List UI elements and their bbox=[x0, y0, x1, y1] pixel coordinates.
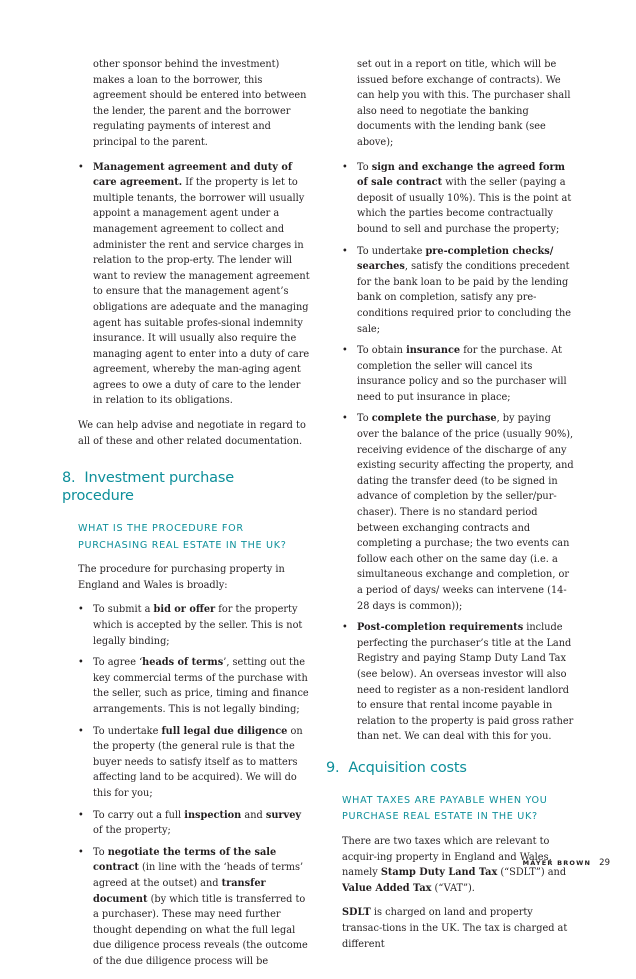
item-text: To obtain bbox=[357, 345, 407, 357]
item-text: with the seller (paying a deposit of usually 10%). This is the point at which the parties become contractually bound to sell and purchase the property; bbox=[357, 177, 572, 235]
item-text: To submit a bbox=[93, 604, 154, 616]
bullet-icon: • bbox=[342, 161, 348, 173]
bullet-icon: • bbox=[342, 345, 348, 357]
list-item bbox=[342, 343, 574, 405]
list-item bbox=[342, 160, 574, 238]
continued-bullet-text: other sponsor behind the investment) makes a loan to the borrower, this agreement should be entered into between the lender, the parent and the borrower regulating payments of interest and principal to the parent. bbox=[93, 59, 307, 148]
list-item bbox=[78, 602, 310, 649]
list-item bbox=[78, 655, 310, 717]
item-text: and bbox=[241, 809, 266, 821]
item-text: (in line with the ‘heads of terms’ agreed at the outset) and bbox=[93, 862, 304, 889]
bold-term: SDLT bbox=[342, 907, 371, 919]
item-text: include perfecting the purchaser’s title at the Land Registry and paying Stamp Duty Land Tax (see below). An overseas investor will also need to register as a non-resident landlord to ensure that rental income payable in relation to the property is paid gross rather than net. We can deal with this for you. bbox=[357, 622, 574, 743]
list-item bbox=[78, 845, 310, 970]
item-text: If the property is let to multiple tenants, the borrower will usually appoint a management agent under a management agreement to collect and administer the rent and service charges in relation to the prop-erty. The lender will want to review the management agreement to ensure that the management agent’s obligations are adequate and the managing agent has suitable profes-sional indemnity insurance. It will usually also require the managing agent to enter into a duty of care agreement, whereby the man-aging agent agrees to owe a duty of care to the lender in relation to its obligations. bbox=[93, 177, 310, 407]
sub-heading: WHAT IS THE PROCEDURE FOR PURCHASING REAL ESTATE IN THE UK? bbox=[78, 523, 287, 551]
bold-term: pre-completion checks/ searches bbox=[357, 245, 554, 273]
bullet-icon: • bbox=[78, 725, 84, 737]
bold-term: heads of terms bbox=[142, 657, 224, 669]
page-number: 29 bbox=[599, 858, 610, 868]
list-item bbox=[342, 411, 574, 614]
paragraph: We can help advise and negotiate in regard to all of these and other related documentation. bbox=[78, 420, 306, 447]
item-text: on the property (the general rule is that the buyer needs to satisfy itself as to matters affecting land to be acquired). We will do this for you; bbox=[93, 725, 303, 799]
list-item bbox=[78, 160, 310, 410]
bold-term: inspection bbox=[184, 809, 242, 821]
item-text: , satisfy the conditions precedent for the bank loan to be paid by the lending bank on completion, satisfy any pre-conditions required prior to concluding the sale; bbox=[357, 261, 572, 335]
bullet-icon: • bbox=[78, 846, 84, 858]
paragraph-text: There are two taxes which are relevant to acquir-ing property in England and Wales, namely bbox=[342, 835, 552, 879]
section-heading-8 bbox=[62, 469, 310, 505]
right-column bbox=[326, 57, 574, 961]
section-number: 9. bbox=[326, 759, 340, 776]
procedure-bullet-list-cont bbox=[342, 160, 574, 745]
paragraph-text: (“VAT”). bbox=[431, 882, 475, 894]
bold-term: complete the purchase bbox=[371, 413, 497, 425]
section-title: Acquisition costs bbox=[348, 759, 467, 776]
item-text: To carry out a full bbox=[93, 809, 185, 821]
brand-name: MAYER BROWN bbox=[522, 859, 592, 867]
bullet-icon: • bbox=[78, 604, 84, 616]
list-item bbox=[342, 244, 574, 338]
bold-term: Stamp Duty Land Tax bbox=[380, 867, 498, 879]
bold-term: transfer document bbox=[93, 877, 266, 905]
item-text: To undertake bbox=[93, 725, 162, 737]
item-text: To bbox=[93, 846, 108, 858]
list-item bbox=[78, 808, 310, 839]
paragraph: The procedure for purchasing property in England and Wales is broadly: bbox=[78, 564, 285, 591]
bullet-icon: • bbox=[342, 622, 348, 634]
section-heading-9 bbox=[326, 759, 574, 777]
bullet-icon: • bbox=[78, 809, 84, 821]
bullet-icon: • bbox=[78, 657, 84, 669]
item-text: To bbox=[357, 161, 372, 173]
bold-term: insurance bbox=[406, 345, 461, 357]
item-text: ’, setting out the key commercial terms of the purchase with the seller, such as price, timing and finance arrangements. This is not legally binding; bbox=[93, 657, 309, 715]
bold-term: Value Added Tax bbox=[342, 882, 432, 894]
bold-term: Management agreement and duty of care agreement. bbox=[93, 161, 293, 189]
item-text: , by paying over the balance of the price (usually 90%), receiving evidence of the discharge of any existing security affecting the property, and dating the transfer deed (to be signed in advance of completion by the seller/pur-chaser). There is no standard period between exchanging contracts and completing a purchase; the two events can follow each other on the same day (i.e. a simultaneous exchange and completion, or a period of days/ weeks can intervene (14-28 days is common)); bbox=[357, 413, 574, 612]
bullet-icon: • bbox=[342, 413, 348, 425]
bold-term: bid or offer bbox=[153, 604, 216, 616]
item-text: (by which title is transferred to a purchaser). These may need further thought depending on what the full legal due diligence process reveals (the outcome of the due diligence process will be bbox=[93, 893, 308, 967]
item-text: To agree ‘ bbox=[93, 657, 143, 669]
procedure-bullet-list bbox=[78, 602, 310, 969]
page-footer bbox=[523, 858, 610, 868]
list-item bbox=[342, 620, 574, 745]
sub-heading: WHAT TAXES ARE PAYABLE WHEN YOU PURCHASE REAL ESTATE IN THE UK? bbox=[342, 794, 548, 823]
bold-term: full legal due diligence bbox=[161, 725, 288, 737]
bold-term: sign and exchange the agreed form of sale contract bbox=[357, 161, 565, 189]
continued-bullet-text: set out in a report on title, which will be issued before exchange of contracts). We can help you with this. The purchaser shall also need to negotiate the banking documents with the lending bank (see above); bbox=[357, 59, 571, 148]
mgmt-bullet-list bbox=[78, 160, 310, 410]
bullet-icon: • bbox=[78, 161, 84, 173]
left-column bbox=[62, 57, 310, 979]
section-title: Investment purchase procedure bbox=[62, 470, 234, 505]
paragraph-text: is charged on land and property transac-tions in the UK. The tax is charged at different bbox=[342, 907, 568, 950]
item-text: of the property; bbox=[93, 825, 171, 837]
item-text: To bbox=[357, 413, 372, 425]
item-text: for the property which is accepted by the seller. This is not legally binding; bbox=[93, 604, 303, 647]
bold-term: negotiate the terms of the sale contract bbox=[93, 846, 277, 874]
paragraph bbox=[342, 905, 574, 952]
bullet-icon: • bbox=[342, 245, 348, 257]
bold-term: survey bbox=[265, 809, 302, 821]
bold-term: Post-completion requirements bbox=[357, 622, 524, 634]
item-text: To undertake bbox=[357, 245, 426, 257]
item-text: for the purchase. At completion the seller will cancel its insurance policy and so the purchaser will need to put insurance in place; bbox=[357, 345, 567, 403]
paragraph-text: (“SDLT”) and bbox=[497, 867, 567, 879]
section-number: 8. bbox=[62, 470, 76, 487]
list-item bbox=[78, 724, 310, 802]
